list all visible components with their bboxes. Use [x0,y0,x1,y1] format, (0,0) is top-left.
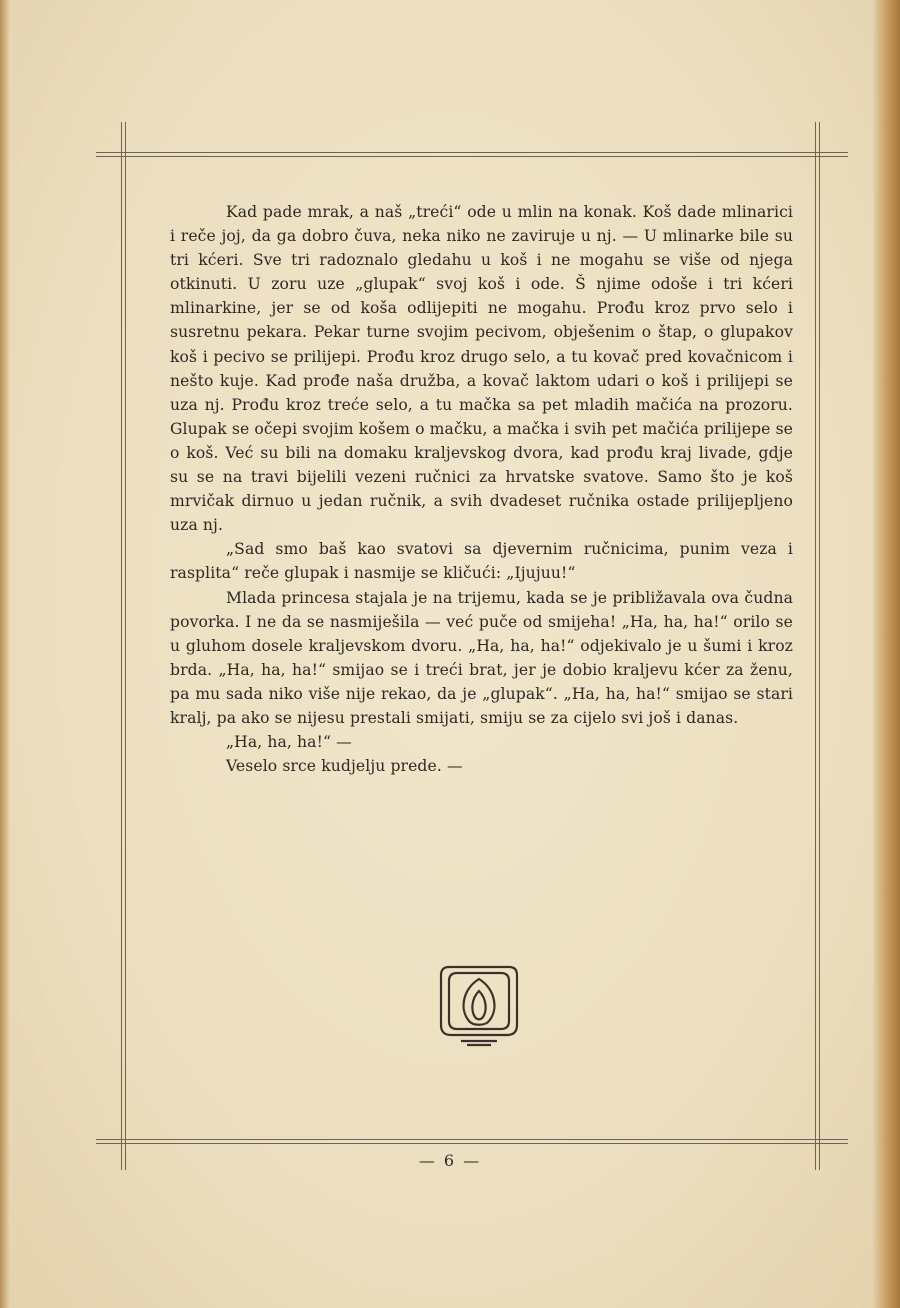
frame-top-rule-inner [96,156,848,157]
frame-top-rule [96,152,848,153]
page-edge-left [0,0,10,1308]
paragraph-1: Kad pade mrak, a naš „treći“ ode u mlin na konak. Koš dade mlinarici i reče joj, da ga dobro čuva, neka niko ne zaviruje u nj. — U mlinarke bile su tri kćeri. Sve tri radoznalo gledahu u koš i ne mogahu se više od njega otkinuti. U zoru uze „glupak“ svoj koš i ode. Š njime odoše i tri kćeri mlinarkine, jer se od koša odlijepiti ne mogahu. Prođu kroz prvo selo i susretnu pekara. Pekar turne svojim pecivom, obješenim o štap, o glupakov koš i pecivo se prilijepi. Prođu kroz drugo selo, a tu kovač pred kovačnicom i nešto kuje. Kad prođe naša družba, a kovač laktom udari o koš i prilijepi se uza nj. Prođu kroz treće selo, a tu mačka sa pet mladih mačića na prozoru. Glupak se očepi svojim košem o mačku, a mačka i svih pet mačića prilijepe se o koš. Već su bili na domaku kraljevskog dvora, kad prođu kraj livade, gdje su se na travi bijelili vezeni ručnici za hrvatske svatove. Samo što je koš mrvičak dirnuo u jedan ručnik, a svih dvadeset ručnika ostade prilijepljeno uza nj. [170,203,793,535]
frame-bottom-rule [96,1139,848,1140]
paragraph-4: „Ha, ha, ha!“ — [226,733,352,752]
page-number: — 6 — [418,1151,482,1170]
paragraph-3: Mlada princesa stajala je na trijemu, kada se je približavala ova čudna povorka. I ne da se nasmiješila — već puče od smijeha! „Ha, ha, ha!“ orilo se u gluhom dosele kraljevskom dvoru. „Ha, ha, ha!“ odjekivalo je u šumi i kroz brda. „Ha, ha, ha!“ smijao se i treći brat, jer je dobio kraljevu kćer za ženu, pa mu sada niko više nije rekao, da je „glupak“. „Ha, ha, ha!“ smijao se stari kralj, pa ako se nijesu prestali smijati, smiju se za cijelo svi još i danas. [170,588,793,727]
frame-left-rule [121,122,122,1170]
frame-right-rule-inner [819,122,820,1170]
frame-right-rule [815,122,816,1170]
frame-bottom-rule-inner [96,1143,848,1144]
frame-left-rule-inner [125,122,126,1170]
ornament-icon [433,963,525,1049]
page-edge-right [872,0,900,1308]
paragraph-2: „Sad smo baš kao svatovi sa djevernim ručnicima, punim veza i rasplita“ reče glupak i nasmije se kličući: „Ijujuu!“ [170,540,793,583]
story-text [170,200,793,778]
paragraph-5: Veselo srce kudjelju prede. — [226,757,463,776]
